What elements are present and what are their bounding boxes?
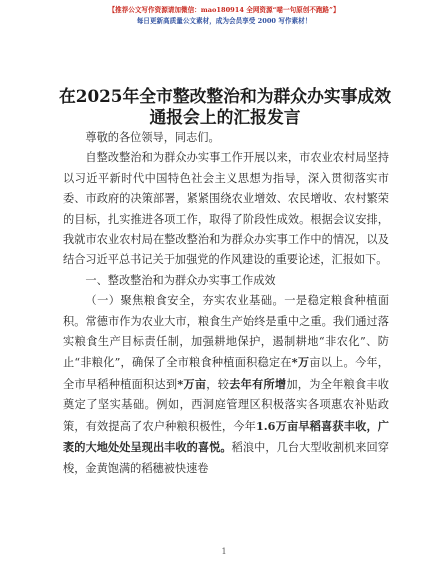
document-title: 在2025年全市整改整治和为群众办实事成效通报会上的汇报发言 (59, 86, 391, 127)
document-body (63, 128, 389, 479)
emphasis-text: *万 (291, 355, 310, 370)
promo-banner-line-1: 【推荐公文写作资源请加微信：mao180914 全网资源“喵一句原创不跑路”】 (108, 6, 340, 14)
section-heading-1: 一、整改整治和为群众办实事工作成效 (85, 273, 276, 287)
paragraph-text: 稻浪中，几台大型收割机来回穿梭，金黄饱满的稻穗被快速卷 (63, 441, 389, 475)
paragraph-text: （一）聚焦粮食安全，夯实农业基础。一是稳定粮食种植面积。常德市作为农业大市，粮食生产始终是重中之重。我们通过落实粮食生产目标责任制，加强耕地保护，遏制耕地“非农化”、防止“非粮化”，确保了全市粮食种植面积稳定在 (63, 294, 389, 370)
emphasis-text: 去年有所增 (229, 376, 287, 391)
paragraph-text: 加，为全年粮食丰收奠定了坚实基础。例如，西洞庭管理区积极落实各项惠农补贴政策，有效提高了农户种粮积极性，今年 (63, 377, 389, 433)
page-number: 1 (221, 547, 227, 556)
paragraph-grain-security (63, 291, 389, 479)
intro-paragraph: 自整改整治和为群众办实事工作开展以来，市农业农村局坚持以习近平新时代中国特色社会主义思想为指导，深入贯彻落实市委、市政府的决策部署，紧紧围绕农业增效、农民增收、农村繁荣的目标，扎实推进各项工作，取得了阶段性成效。根据会议安排，我就市农业农村局在整改整治和为群众办实事工作中的情况，以及结合习近平总书记关于加强党的作风建设的重要论述，汇报如下。 (63, 151, 389, 267)
emphasis-text: *万亩 (177, 376, 207, 391)
emphasis-text: 1.6万亩早稻喜获丰收，广袤的大地处处呈现出丰收的喜悦。 (63, 418, 389, 455)
promo-banner-line-2: 每日更新高质量公文素材，成为会员享受 2000 写作素材！ (136, 17, 312, 25)
salutation: 尊敬的各位领导，同志们。 (85, 131, 220, 144)
paragraph-text: ，较 (206, 377, 230, 391)
paragraph-text: 亩以上。今年，全市早稻种植面积达到 (63, 356, 389, 391)
